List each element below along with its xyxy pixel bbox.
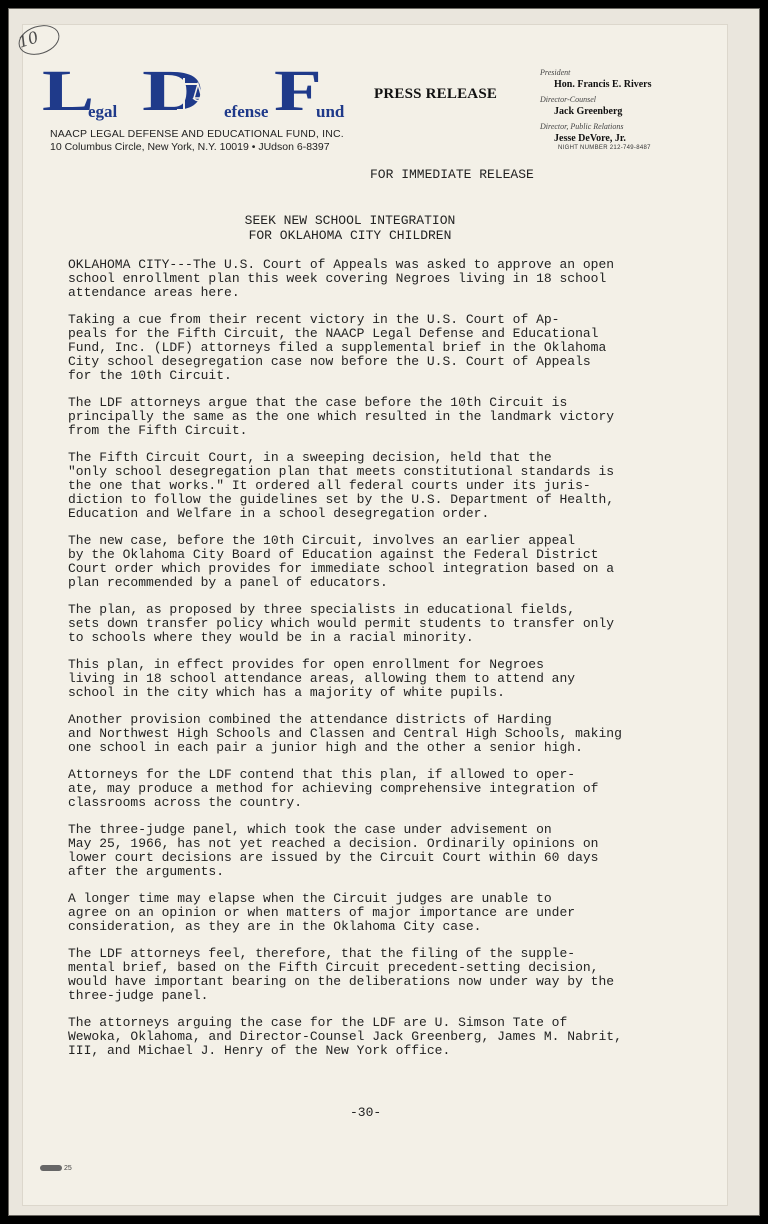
officer-name-president: Hon. Francis E. Rivers [554, 79, 652, 90]
paragraph: OKLAHOMA CITY---The U.S. Court of Appeals was asked to approve an open school enrollment plan this week covering Negroes living in 18 school attendance areas here. [68, 257, 615, 300]
paragraph: A longer time may elapse when the Circuit judges are unable to agree on an opinion or when matters of major importance are under consideration, as they are in the Oklahoma City case. [68, 891, 576, 934]
org-name: NAACP LEGAL DEFENSE AND EDUCATIONAL FUND, INC. [50, 128, 344, 140]
org-address: 10 Columbus Circle, New York, N.Y. 10019 • JUdson 6-8397 [50, 141, 330, 153]
logo-letter-l: L [42, 58, 95, 123]
release-line: FOR IMMEDIATE RELEASE [370, 167, 534, 182]
end-mark: -30- [350, 1105, 382, 1120]
union-label-number: 25 [64, 1165, 72, 1172]
paragraph: The LDF attorneys feel, therefore, that the filing of the supple- mental brief, based on the Fifth Circuit precedent-setting decision, would have important bearing on the deliberations now under way by the three-judge panel. [68, 946, 615, 1003]
paragraph: The plan, as proposed by three specialists in educational fields, sets down transfer policy which would permit students to transfer only to schools where they would be in a racial minority. [68, 602, 615, 645]
paragraph: The Fifth Circuit Court, in a sweeping decision, held that the "only school desegregation plan that meets constitutional standards is the one that works." It ordered all federal courts under its juris- diction to follow the guidelines set by the U.S. Department of Health, Education and Welfare in a school desegregation order. [68, 450, 615, 521]
officer-role-president: President [540, 68, 571, 77]
headline: SEEK NEW SCHOOL INTEGRATION FOR OKLAHOMA CITY CHILDREN [244, 213, 456, 243]
logo-letter-f: F [274, 58, 322, 123]
logo-text-und: und [316, 102, 345, 121]
union-bug-icon [40, 1165, 62, 1171]
paragraph: Attorneys for the LDF contend that this plan, if allowed to oper- ate, may produce a method for achieving comprehensive integration of classrooms across the country. [68, 767, 599, 810]
officers-list [540, 68, 690, 151]
article-body [68, 258, 668, 1071]
night-number: NIGHT NUMBER 212-749-8487 [558, 145, 651, 151]
logo-text-efense: efense [224, 102, 269, 121]
logo-letter-d: D [142, 58, 205, 123]
union-label [40, 1165, 72, 1172]
paragraph: Another provision combined the attendance districts of Harding and Northwest High Schools and Classen and Central High Schools, making one school in each pair a junior high and the other a senior high. [68, 712, 622, 755]
paragraph: This plan, in effect provides for open enrollment for Negroes living in 18 school attendance areas, allowing them to attend any school in the city which has a majority of white pupils. [68, 657, 576, 700]
scales-of-justice-icon [162, 72, 206, 116]
officer-role-public-relations: Director, Public Relations [540, 122, 624, 131]
press-release-title: PRESS RELEASE [374, 86, 498, 102]
officer-name-director-counsel: Jack Greenberg [554, 106, 623, 117]
paragraph: Taking a cue from their recent victory in the U.S. Court of Ap- peals for the Fifth Circuit, the NAACP Legal Defense and Educational Fund, Inc. (LDF) attorneys filed a supplemental brief in the Oklahoma City school desegregation case now before the U.S. Court of Appeals for the 10th Circuit. [68, 312, 607, 383]
ldf-logo [42, 58, 362, 124]
paragraph: The LDF attorneys argue that the case before the 10th Circuit is principally the same as the one which resulted in the landmark victory from the Fifth Circuit. [68, 395, 615, 438]
handwritten-note: 10 [15, 27, 41, 52]
paragraph: The new case, before the 10th Circuit, involves an earlier appeal by the Oklahoma City Board of Education against the Federal District Court order which provides for immediate school integration based on a plan recommended by a panel of educators. [68, 533, 615, 590]
paragraph: The attorneys arguing the case for the LDF are U. Simson Tate of Wewoka, Oklahoma, and Director-Counsel Jack Greenberg, James M. Nabrit, III, and Michael J. Henry of the New York office. [68, 1015, 622, 1058]
officer-name-public-relations: Jesse DeVore, Jr. [554, 133, 626, 144]
paragraph: The three-judge panel, which took the case under advisement on May 25, 1966, has not yet reached a decision. Ordinarily opinions on lower court decisions are issued by the Circuit Court within 60 days after the arguments. [68, 822, 599, 879]
logo-text-egal: egal [88, 102, 118, 121]
officer-role-director-counsel: Director-Counsel [540, 95, 596, 104]
